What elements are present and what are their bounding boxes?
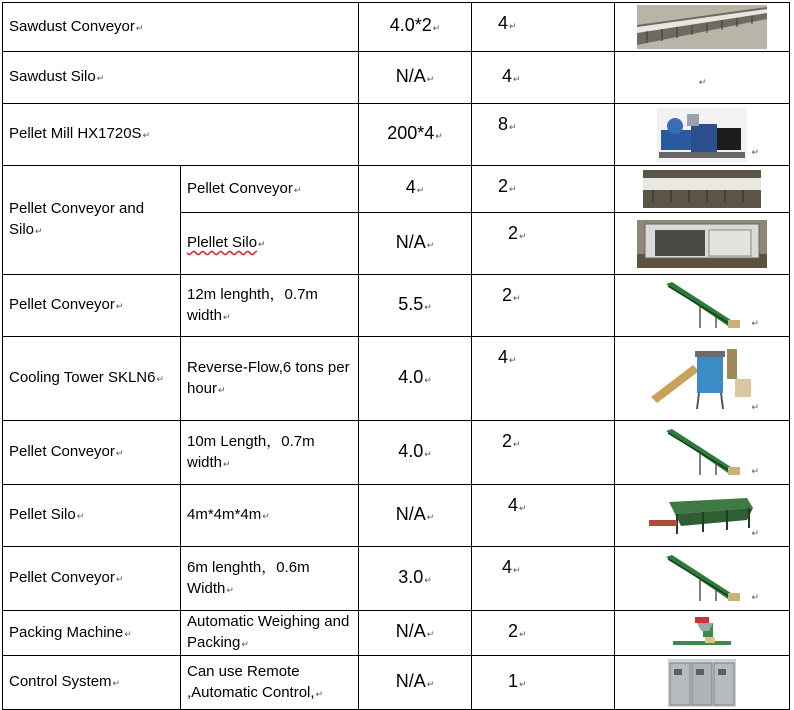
item-qty: 2 <box>502 431 513 451</box>
item-power: 200*4 <box>387 122 435 143</box>
item-power: 3.0 <box>398 566 424 587</box>
picture-cell: ↵ <box>615 421 790 485</box>
spec-cell: Automatic Weighing and Packing↵ <box>181 611 359 656</box>
power-cell: 3.0↵ <box>359 547 472 611</box>
packing-machine-drawing <box>669 615 735 651</box>
item-spec: Pellet Conveyor <box>187 179 293 197</box>
item-spec: 12m lenghth，0.7m width <box>187 285 318 324</box>
qty-cell: 2↵ <box>472 213 615 275</box>
picture-cell: ↵ <box>615 104 790 166</box>
name-cell: Pellet Conveyor↵ <box>3 421 181 485</box>
qty-cell: 4↵ <box>472 3 615 52</box>
qty-cell: 4↵ <box>472 547 615 611</box>
equipment-table <box>2 2 790 710</box>
power-cell: 4↵ <box>359 166 472 213</box>
picture-cell <box>615 656 790 710</box>
picture-cell: ↵ <box>615 547 790 611</box>
table-row <box>3 547 790 611</box>
name-cell: Pellet Conveyor↵ <box>3 547 181 611</box>
item-spec: 6m lenghth，0.6m Width <box>187 558 310 597</box>
conveyor-trough-photo <box>643 170 761 208</box>
picture-cell: ↵ <box>615 213 790 275</box>
item-power: 4.0 <box>398 440 424 461</box>
qty-cell: 4↵ <box>472 337 615 421</box>
item-spec: Automatic Weighing and Packing <box>187 613 350 651</box>
table-row <box>3 337 790 421</box>
name-cell: Pellet Conveyor and Silo↵ <box>3 166 181 275</box>
item-name: Control System <box>9 673 112 690</box>
item-qty: 4 <box>498 347 509 367</box>
item-spec: 10m Length，0.7m width <box>187 432 315 471</box>
item-qty: 4 <box>498 13 509 33</box>
item-name: Pellet Conveyor and Silo <box>9 200 145 238</box>
spec-cell: 10m Length，0.7m width↵ <box>181 421 359 485</box>
pellet-mill-machine-photo <box>657 108 747 162</box>
table-row <box>3 166 790 213</box>
table-row <box>3 421 790 485</box>
power-cell: N/A↵ <box>359 52 472 104</box>
picture-cell <box>615 3 790 52</box>
table-row <box>3 485 790 547</box>
spec-cell: 6m lenghth，0.6m Width↵ <box>181 547 359 611</box>
power-cell: N/A↵ <box>359 485 472 547</box>
item-qty: 1 <box>508 670 519 691</box>
item-spec: Can use Remote ,Automatic Control, <box>187 662 315 701</box>
table-row <box>3 611 790 656</box>
item-name: Pellet Mill HX1720S <box>9 125 142 142</box>
spec-cell: 12m lenghth，0.7m width↵ <box>181 275 359 337</box>
table-row <box>3 104 790 166</box>
item-power: N/A <box>395 231 426 252</box>
table-row <box>3 52 790 104</box>
picture-cell <box>615 166 790 213</box>
picture-cell: ↵ <box>615 275 790 337</box>
table-row <box>3 656 790 710</box>
power-cell: N/A↵ <box>359 611 472 656</box>
item-power: N/A <box>395 670 426 691</box>
item-spec: Plellet Silo <box>187 234 258 251</box>
power-cell: 4.0*2↵ <box>359 3 472 52</box>
item-name: Sawdust Conveyor <box>9 17 135 35</box>
item-qty: 2 <box>502 285 513 305</box>
table-row <box>3 3 790 52</box>
qty-cell: 2↵ <box>472 421 615 485</box>
item-name: Sawdust Silo <box>9 68 96 85</box>
picture-cell: ↵ <box>615 485 790 547</box>
name-cell: Control System↵ <box>3 656 181 710</box>
item-power: 5.5 <box>398 293 424 314</box>
item-name: Cooling Tower SKLN6 <box>9 369 156 386</box>
power-cell: N/A↵ <box>359 656 472 710</box>
item-power: N/A <box>395 621 426 641</box>
item-power: 4.0 <box>398 366 424 387</box>
name-cell: Sawdust Conveyor↵ <box>3 3 359 52</box>
name-cell: Pellet Mill HX1720S↵ <box>3 104 359 166</box>
item-name: Pellet Conveyor <box>9 569 115 586</box>
picture-cell <box>615 611 790 656</box>
name-cell: Cooling Tower SKLN6↵ <box>3 337 181 421</box>
item-qty: 4 <box>502 65 513 86</box>
item-name: Pellet Silo <box>9 506 76 523</box>
control-cabinet-photo <box>668 659 736 707</box>
inclined-conveyor-trough-photo <box>637 5 767 49</box>
item-qty: 4 <box>508 495 519 515</box>
item-qty: 4 <box>502 557 513 577</box>
name-cell: Sawdust Silo↵ <box>3 52 359 104</box>
silo-shed-photo <box>637 220 767 268</box>
item-power: 4.0*2 <box>389 15 432 35</box>
belt-conveyor-drawing <box>660 553 744 605</box>
item-power: N/A <box>395 503 426 524</box>
item-name: Pellet Conveyor <box>9 296 115 313</box>
picture-cell: ↵ <box>615 52 790 104</box>
item-name: Pellet Conveyor <box>9 443 115 460</box>
qty-cell: 4↵ <box>472 52 615 104</box>
qty-cell: 2↵ <box>472 275 615 337</box>
qty-cell: 2↵ <box>472 611 615 656</box>
power-cell: N/A↵ <box>359 213 472 275</box>
item-power: N/A <box>395 65 426 86</box>
item-name: Packing Machine <box>9 623 124 641</box>
name-cell: Pellet Conveyor↵ <box>3 275 181 337</box>
power-cell: 4.0↵ <box>359 421 472 485</box>
table-row <box>3 275 790 337</box>
spec-cell: Can use Remote ,Automatic Control,↵ <box>181 656 359 710</box>
picture-cell: ↵ <box>615 337 790 421</box>
spec-cell: Reverse-Flow,6 tons per hour↵ <box>181 337 359 421</box>
qty-cell: 8↵ <box>472 104 615 166</box>
belt-conveyor-drawing <box>660 280 744 332</box>
item-qty: 8 <box>498 114 509 134</box>
qty-cell: 4↵ <box>472 485 615 547</box>
power-cell: 4.0↵ <box>359 337 472 421</box>
power-cell: 5.5↵ <box>359 275 472 337</box>
item-spec: Reverse-Flow,6 tons per hour <box>187 358 350 397</box>
item-spec: 4m*4m*4m <box>187 506 262 523</box>
name-cell: Packing Machine↵ <box>3 611 181 656</box>
steel-silo-photo <box>647 496 757 536</box>
item-qty: 2 <box>508 621 519 641</box>
qty-cell: 1↵ <box>472 656 615 710</box>
spec-cell: Plellet Silo↵ <box>181 213 359 275</box>
item-qty: 2 <box>498 176 509 196</box>
name-cell: Pellet Silo↵ <box>3 485 181 547</box>
power-cell: 200*4↵ <box>359 104 472 166</box>
spec-cell: Pellet Conveyor↵ <box>181 166 359 213</box>
item-power: 4 <box>405 177 416 197</box>
spec-cell: 4m*4m*4m↵ <box>181 485 359 547</box>
belt-conveyor-drawing <box>660 427 744 479</box>
item-qty: 2 <box>508 223 519 243</box>
cooling-tower-drawing <box>647 345 757 413</box>
qty-cell: 2↵ <box>472 166 615 213</box>
